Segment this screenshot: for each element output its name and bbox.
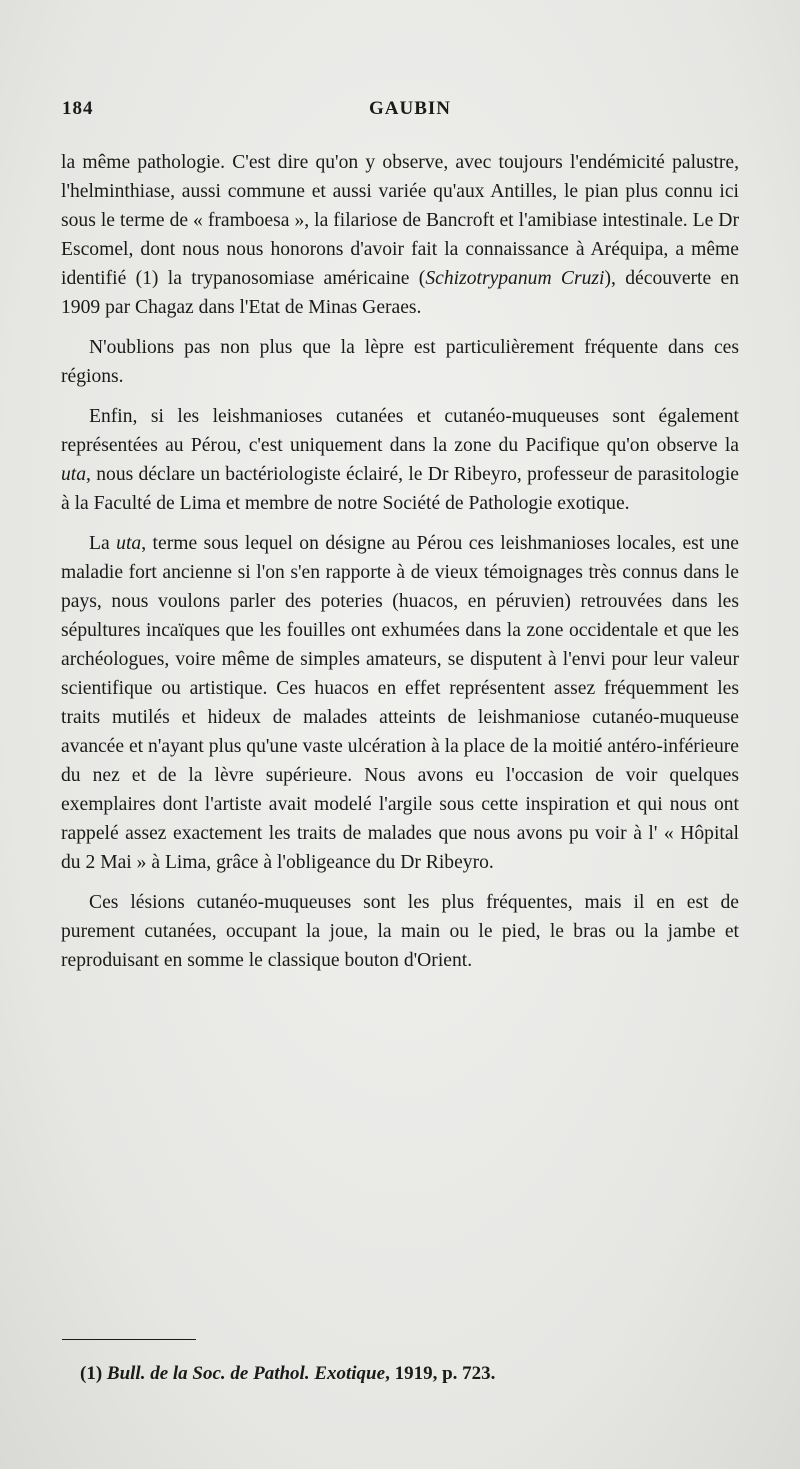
paragraph-2: N'oublions pas non plus que la lèpre est particulièrement fréquente dans ces régions. <box>61 337 739 387</box>
paragraph-3-italic: uta <box>61 464 87 485</box>
footnote-tail: , 1919, p. 723. <box>385 1363 496 1384</box>
page-body <box>61 148 739 986</box>
footnote <box>80 1361 740 1387</box>
page-number: 184 <box>62 98 94 119</box>
page-header <box>62 98 738 132</box>
paragraph-3-text-b: , nous déclare un bactériologiste éclairé, le Dr Ribeyro, professeur de parasitologie à la Faculté de Lima et membre de notre Société de Pathologie exotique. <box>61 464 739 514</box>
paragraph-1-text-a: la même pathologie. C'est dire qu'on y observe, avec toujours l'endémicité palustre, l'helminthiase, aussi commune et aussi variée qu'aux Antilles, le pian plus connu ici sous le terme de « framboesa », la filariose de Bancroft et l'amibiase intestinale. Le Dr Escomel, dont nous nous honorons d'avoir fait la connaissance à Aréquipa, a même identifié (1) la trypanosomiase américaine ( <box>61 152 739 289</box>
paragraph-4 <box>61 529 739 877</box>
footnote-marker: (1) <box>80 1363 107 1384</box>
footnote-citation: Bull. de la Soc. de Pathol. Exotique <box>106 1363 386 1384</box>
paragraph-1-italic: Schizotrypanum Cruzi <box>425 268 605 289</box>
paragraph-4-italic: uta <box>116 533 142 554</box>
paragraph-1 <box>61 148 739 322</box>
footnote-divider <box>62 1339 196 1340</box>
paragraph-1-text-b: ), découverte en 1909 par Chagaz dans l'Etat de Minas Geraes. <box>61 268 740 318</box>
paragraph-3 <box>61 402 739 518</box>
running-head: GAUBIN <box>368 98 451 119</box>
paragraph-5: Ces lésions cutanéo-muqueuses sont les plus fréquentes, mais il en est de purement cutanées, occupant la joue, la main ou le pied, le bras ou la jambe et reproduisant en somme le classique bouton d'Orient. <box>61 892 739 971</box>
paragraph-3-text-a: Enfin, si les leishmanioses cutanées et cutanéo-muqueuses sont également représentées au Pérou, c'est uniquement dans la zone du Pacifique qu'on observe la <box>61 406 739 456</box>
paragraph-4-text-b: , terme sous lequel on désigne au Pérou ces leishmanioses locales, est une maladie fort ancienne si l'on s'en rapporte à de vieux témoignages très connus dans le pays, nous voulons parler des poteries (huacos, en péruvien) retrouvées dans les sépultures incaïques que les fouilles ont exhumées dans la zone occidentale et que les archéologues, voire même de simples amateurs, se disputent à l'envi pour leur valeur scientifique ou artistique. Ces huacos en effet représentent assez fréquemment les traits mutilés et hideux de malades atteints de leishmaniose cutanéo-muqueuse avancée et n'ayant plus qu'une vaste ulcération à la place de la moitié antéro-inférieure du nez et de la lèvre supérieure. Nous avons eu l'occasion de voir quelques exemplaires dont l'artiste avait modelé l'argile sous cette inspiration et qui nous ont rappelé assez exactement les traits de malades que nous avons pu voir à l' « Hôpital du 2 Mai » à Lima, grâce à l'obligeance du Dr Ribeyro. <box>61 533 739 873</box>
paragraph-4-text-a: La <box>89 533 117 554</box>
